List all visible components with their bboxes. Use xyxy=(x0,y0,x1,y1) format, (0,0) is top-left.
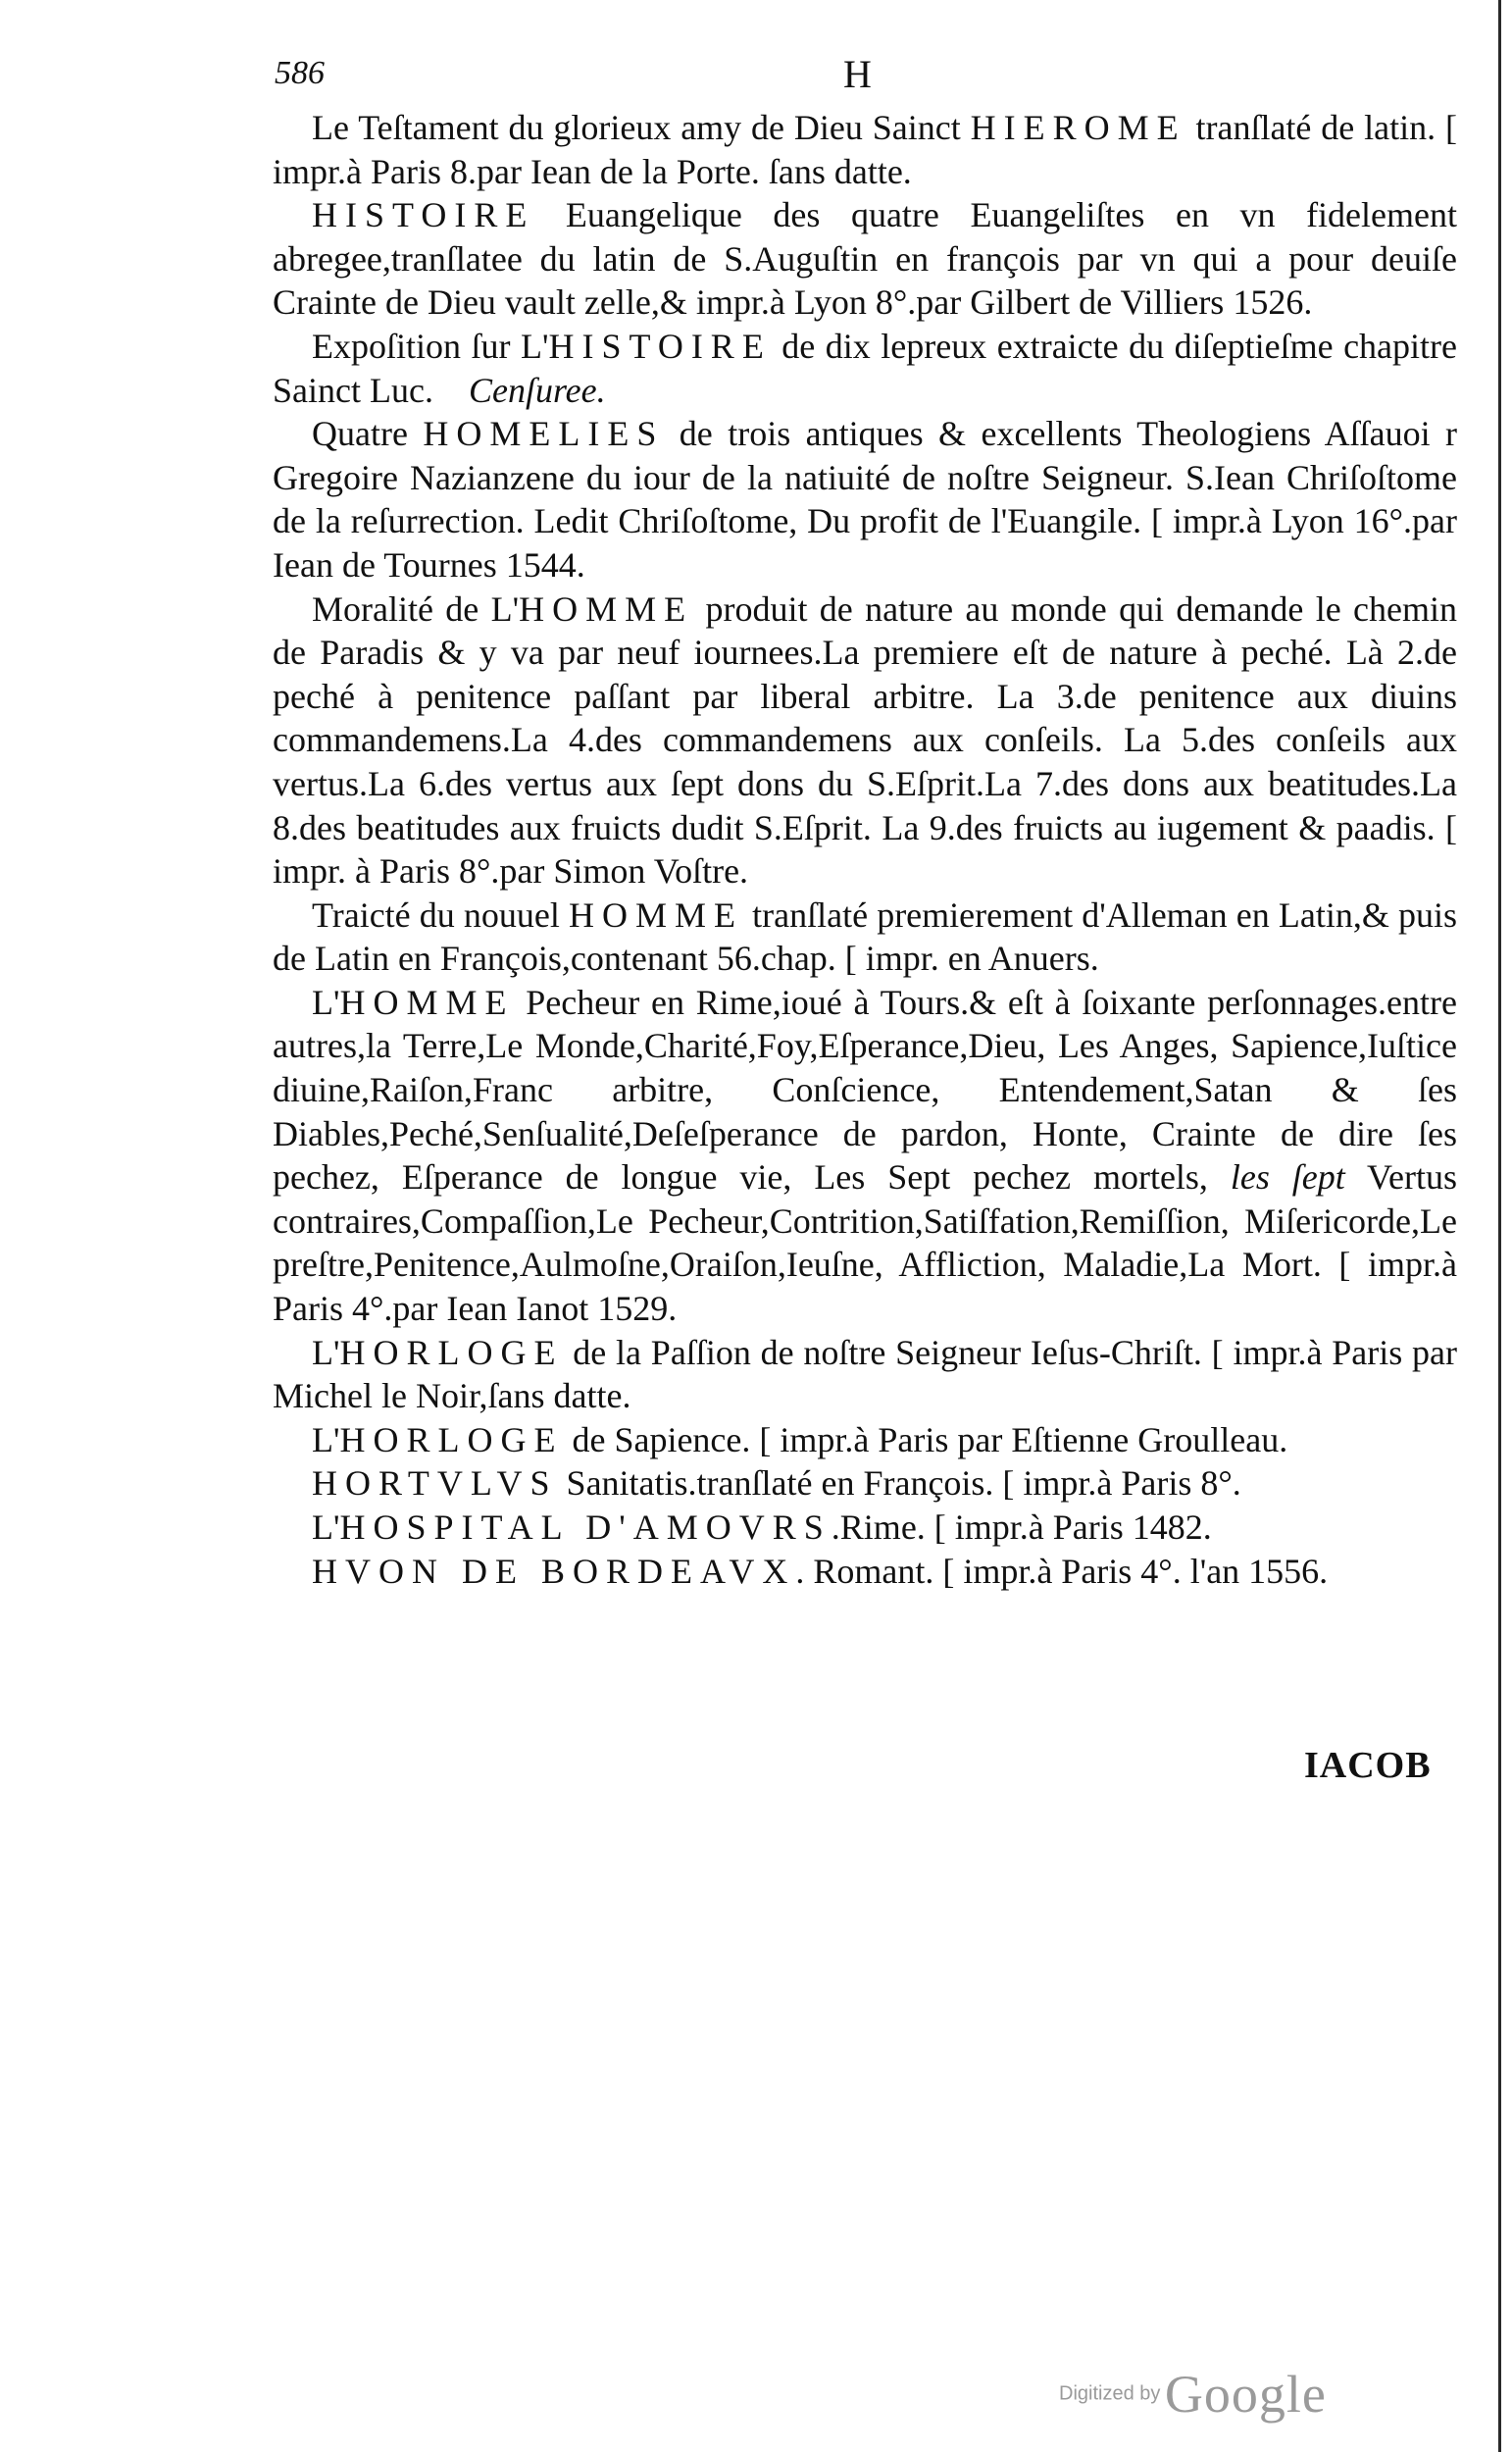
running-header xyxy=(275,52,1451,104)
entry-text: .Rime. [ impr.à Paris 1482. xyxy=(831,1507,1212,1547)
entry-keyword: HIEROME xyxy=(970,108,1186,147)
entry-text: tranſlaté de latin. [ impr.à Paris 8.par Iean de la Porte. ſans datte. xyxy=(273,108,1457,191)
entry-text: Traicté du nouuel xyxy=(312,894,569,935)
entry-text: Pecheur en Rime,ioué à Tours.& eſt à ſoixante perſonnages.entre autres,la Terre,Le Monde,Charité,Foy,Eſperance,Dieu, Les Anges, Sapience,Iuſtice diuine,Raiſon,Franc arbitre, Conſcience, Entendement,Satan & ſes Diables,Peché,Senſualité,Deſeſperance de pardon, Honte, Crainte de dire ſes pechez, Eſperance de longue vie, Les Sept pechez mortels, xyxy=(273,982,1457,1198)
entry-keyword: HOSPITAL D'AMOVRS xyxy=(339,1507,832,1547)
entry-text: Le Teſtament du glorieux amy de Dieu Sainct xyxy=(312,108,971,147)
entry-keyword: HVON DE BORDEAVX xyxy=(312,1551,796,1591)
entry-text: tranſlaté premierement d'Alleman en Latin,& puis de Latin en François,contenant 56.chap. [ impr. en Anuers. xyxy=(273,894,1457,979)
entry-hospital-amours xyxy=(273,1506,1457,1550)
page-number: 586 xyxy=(275,55,325,91)
entry-text: L' xyxy=(312,982,340,1022)
entry-text: produit de nature au monde qui demande le chemin de Paradis & y va par neuf iournees.La premiere eſt de nature à peché. Là 2.de peché à penitence paſſant par liberal arbitre. La 3.de penitence aux diuins commandemens.La 4.des commandemens aux conſeils. La 5.des conſeils aux vertus.La 6.des vertus aux ſept dons du S.Eſprit.La 7.des dons aux beatitudes.La 8.des beatitudes aux fruicts dudit S.Eſprit. La 9.des fruicts au iugement & paadis. [ impr. à Paris 8°.par Simon Voſtre. xyxy=(273,588,1457,892)
entry-horloge-sapience xyxy=(273,1418,1457,1462)
entry-text: L' xyxy=(312,1332,340,1372)
entry-italic-text: les ſept xyxy=(1230,1157,1345,1198)
entry-text: . Romant. [ impr.à Paris 4°. l'an 1556. xyxy=(795,1551,1329,1591)
entry-huon-bordeaux xyxy=(273,1550,1457,1594)
entry-text: L' xyxy=(312,1507,340,1547)
entry-testament-hierome xyxy=(273,106,1457,193)
entry-keyword: HOMELIES xyxy=(423,414,665,454)
entry-hortulus xyxy=(273,1461,1457,1506)
digitized-watermark xyxy=(1059,2364,1327,2425)
entry-keyword: HOMME xyxy=(339,982,515,1022)
entry-text: de la Paſſion de noſtre Seigneur Ieſus-Chriſt. [ impr.à Paris par Michel le Noir,ſans datte. xyxy=(273,1332,1457,1416)
entry-keyword: HISTOIRE xyxy=(312,195,535,235)
entry-text: Euangelique des quatre Euangeliſtes en vn fidelement abregee,tranſlatee du latin de S.Auguſtin en françois par vn qui a pour deuiſe Crainte de Dieu vault zelle,& impr.à Lyon 8°.par Gilbert de Villiers 1526. xyxy=(273,195,1457,323)
google-logo: Google xyxy=(1164,2365,1327,2424)
entry-text: Vertus contraires,Compaſſion,Le Pecheur,Contrition,Satiſfation,Remiſſion, Miſericorde,Le preſtre,Penitence,Aulmoſne,Oraiſon,Ieuſne, Affliction, Maladie,La Mort. [ impr.à Paris 4°.par Iean Ianot 1529. xyxy=(273,1157,1457,1329)
entry-keyword: HORLOGE xyxy=(339,1419,564,1459)
entry-keyword: HORLOGE xyxy=(339,1332,564,1372)
entry-homme-pecheur xyxy=(273,981,1457,1331)
censure-note: Cenſuree. xyxy=(468,370,606,410)
entry-histoire-lepreux xyxy=(273,325,1457,412)
entry-text: de Sapience. [ impr.à Paris par Eſtienne Groulleau. xyxy=(563,1419,1288,1459)
entry-keyword: HOMME xyxy=(569,894,744,935)
entry-text: L' xyxy=(312,1419,340,1459)
entry-moralite-homme xyxy=(273,587,1457,894)
entry-keyword: HISTOIRE xyxy=(548,326,772,366)
entry-text: Quatre xyxy=(312,414,424,454)
entry-text: Sanitatis.tranſlaté en François. [ impr.à Paris 8°. xyxy=(557,1463,1241,1504)
entry-keyword: HORTVLVS xyxy=(312,1463,558,1504)
entry-text: Moralité de L' xyxy=(312,588,520,629)
entry-text: de dix lepreux extraicte du diſeptieſme chapitre Sainct Luc. xyxy=(273,326,1457,410)
binding-edge xyxy=(1498,0,1501,2452)
entry-histoire-euangelique xyxy=(273,193,1457,325)
catalog-entries xyxy=(273,106,1457,1593)
entry-keyword: HOMME xyxy=(519,588,694,629)
entry-nouuel-homme xyxy=(273,894,1457,981)
entry-homelies xyxy=(273,412,1457,587)
catchword: IACOB xyxy=(1304,1745,1432,1786)
entry-text: de trois antiques & excellents Theologiens Aſſauoi r Gregoire Nazianzene du iour de la natiuité de noſtre Seigneur. S.Iean Chriſoſtome de la reſurrection. Ledit Chriſoſtome, Du profit de l'Euangile. [ impr.à Lyon 16°.par Iean de Tournes 1544. xyxy=(273,414,1457,585)
watermark-prefix: Digitized by xyxy=(1059,2382,1161,2405)
entry-text: Expoſition ſur L' xyxy=(312,326,549,366)
section-letter: H xyxy=(843,52,872,96)
entry-horloge-passion xyxy=(273,1331,1457,1418)
